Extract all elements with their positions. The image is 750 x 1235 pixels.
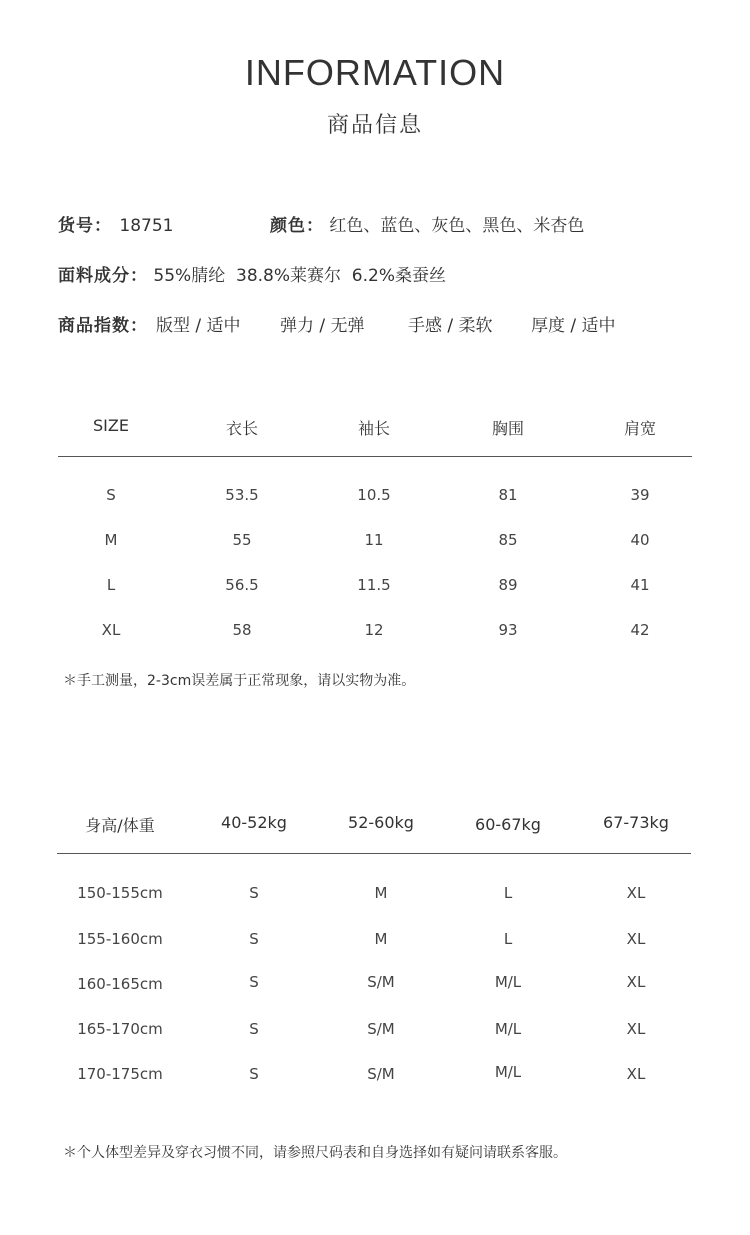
table-row	[57, 930, 691, 954]
info-line-index	[58, 311, 148, 336]
chest-cell: 89	[498, 576, 518, 594]
shoulder-cell: 39	[630, 486, 650, 504]
info-line-item-color	[58, 211, 174, 236]
fit-cell: S/M	[367, 973, 395, 991]
table-row	[58, 531, 692, 555]
size-header-size: SIZE	[93, 416, 129, 435]
sleeve-cell: 12	[364, 621, 384, 639]
page-title-cn: 商品信息	[326, 113, 423, 138]
fit-cell: XL	[626, 930, 646, 948]
size-table-header	[58, 416, 692, 440]
fabric-value: 55%腈纶 38.8%莱赛尔 6.2%桑蚕丝	[153, 266, 447, 286]
height-cell: 150-155cm	[77, 884, 163, 902]
table-row	[57, 1020, 691, 1044]
size-header-shoulder: 肩宽	[623, 419, 656, 438]
fit-cell: M/L	[494, 973, 522, 991]
size-cell: XL	[101, 621, 121, 639]
sleeve-cell: 10.5	[357, 486, 391, 504]
index-label: 商品指数：	[58, 316, 148, 336]
fit-header-weight-3: 60-67kg	[475, 815, 541, 834]
fit-cell: M	[374, 884, 388, 902]
fit-cell: XL	[626, 973, 646, 991]
item-no-label: 货号：	[58, 216, 112, 236]
index-thickness: 厚度 / 适中	[531, 316, 616, 336]
size-header-sleeve: 袖长	[357, 419, 390, 438]
fit-cell: S	[249, 973, 259, 991]
size-cell: M	[104, 531, 118, 549]
size-table-divider	[58, 456, 692, 457]
height-cell: 170-175cm	[77, 1065, 163, 1083]
fit-header-weight-2: 52-60kg	[348, 813, 414, 832]
fabric-label: 面料成分：	[58, 266, 148, 286]
size-header-length: 衣长	[225, 419, 258, 438]
fit-header-height-weight: 身高/体重	[85, 816, 155, 835]
length-cell: 56.5	[225, 576, 259, 594]
color-values: 红色、蓝色、灰色、黑色、米杏色	[329, 216, 585, 236]
shoulder-cell: 40	[630, 531, 650, 549]
length-cell: 53.5	[225, 486, 259, 504]
fit-cell: S/M	[367, 1020, 395, 1038]
size-header-chest: 胸围	[491, 419, 524, 438]
fit-cell: M/L	[494, 1063, 522, 1081]
fit-header-weight-1: 40-52kg	[221, 813, 287, 832]
fit-table-divider	[57, 853, 691, 854]
shoulder-cell: 41	[630, 576, 650, 594]
fit-cell: S	[249, 1065, 259, 1083]
info-line-fabric	[58, 261, 446, 286]
info-line-colors	[270, 211, 584, 236]
fit-cell: S/M	[367, 1065, 395, 1083]
table-row	[57, 884, 691, 908]
table-row	[57, 1065, 691, 1089]
color-label: 颜色：	[270, 216, 324, 236]
table-row	[58, 486, 692, 510]
sleeve-cell: 11.5	[357, 576, 391, 594]
page-title-en: INFORMATION	[244, 52, 506, 93]
height-cell: 160-165cm	[77, 975, 163, 993]
index-fit: 版型 / 适中	[156, 316, 241, 336]
table-row	[58, 621, 692, 645]
fit-cell: S	[249, 884, 259, 902]
fit-cell: S	[249, 930, 259, 948]
table-row	[58, 576, 692, 600]
index-feel: 手感 / 柔软	[408, 316, 493, 336]
height-cell: 165-170cm	[77, 1020, 163, 1038]
item-no-value: 18751	[119, 216, 174, 236]
fit-cell: M/L	[494, 1020, 522, 1038]
fit-cell: XL	[626, 884, 646, 902]
size-cell: S	[106, 486, 116, 504]
fit-cell: XL	[626, 1020, 646, 1038]
sleeve-cell: 11	[364, 531, 384, 549]
height-cell: 155-160cm	[77, 930, 163, 948]
chest-cell: 85	[498, 531, 518, 549]
length-cell: 58	[232, 621, 252, 639]
length-cell: 55	[232, 531, 252, 549]
chest-cell: 93	[498, 621, 518, 639]
table-row	[57, 975, 691, 999]
fit-cell: M	[374, 930, 388, 948]
fit-cell: S	[249, 1020, 259, 1038]
index-stretch: 弹力 / 无弹	[280, 316, 365, 336]
size-cell: L	[106, 576, 116, 594]
fit-cell: L	[503, 884, 513, 902]
shoulder-cell: 42	[630, 621, 650, 639]
fit-cell: XL	[626, 1065, 646, 1083]
size-table-note: ＊手工测量，2-3cm误差属于正常现象，请以实物为准。	[63, 673, 416, 689]
chest-cell: 81	[498, 486, 518, 504]
fit-table-note: ＊个人体型差异及穿衣习惯不同，请参照尺码表和自身选择如有疑问请联系客服。	[63, 1145, 567, 1161]
fit-table-header	[57, 813, 691, 837]
fit-header-weight-4: 67-73kg	[603, 813, 669, 832]
fit-cell: L	[503, 930, 513, 948]
